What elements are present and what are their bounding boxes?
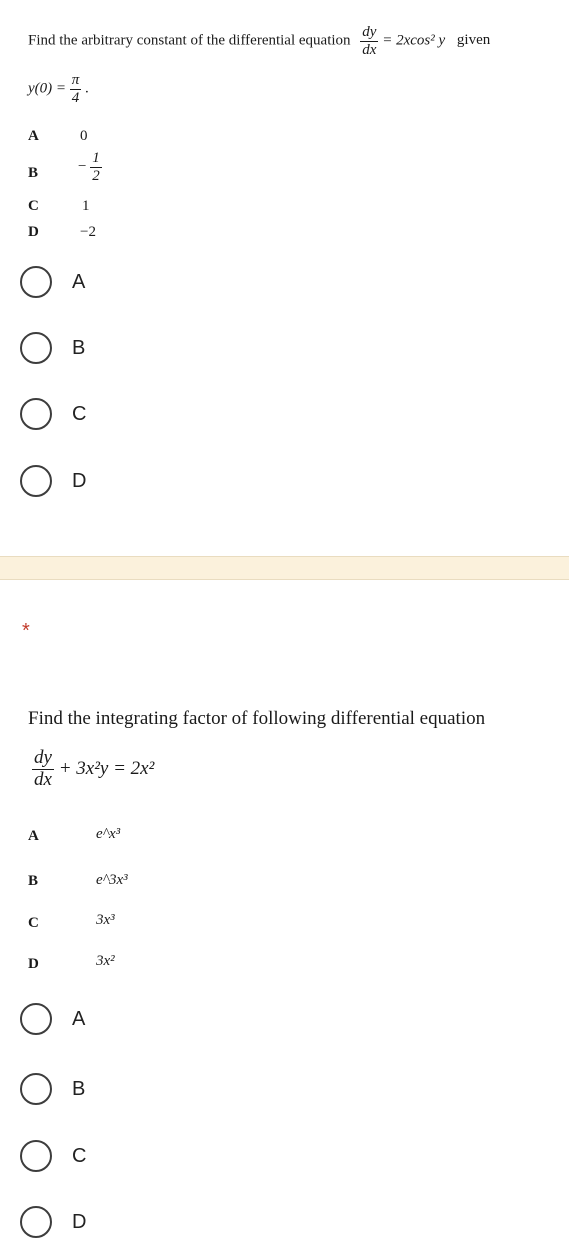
- q2-choice-a[interactable]: [20, 1003, 85, 1035]
- question-1-text: Find the arbitrary constant of the differential equation: [28, 32, 351, 49]
- q2-option-d-value: 3x²: [96, 953, 115, 969]
- q1-initial-condition: [28, 72, 89, 106]
- q2-choice-b[interactable]: [20, 1073, 85, 1105]
- q2-derivative-fraction: [32, 748, 54, 791]
- q2-radio-c[interactable]: [20, 1140, 52, 1172]
- q1-cond-numerator: π: [71, 72, 80, 88]
- q2-option-a-letter: A: [28, 828, 39, 844]
- q1-cond-denominator: 4: [71, 89, 80, 106]
- q1-radio-a[interactable]: [20, 266, 52, 298]
- q1-option-b-numerator: 1: [92, 150, 100, 166]
- q2-radio-d[interactable]: [20, 1206, 52, 1238]
- q2-choice-b-label: B: [72, 1077, 86, 1100]
- q2-option-d-letter: D: [28, 956, 39, 972]
- q1-choice-d[interactable]: [20, 465, 86, 497]
- q1-option-b-fraction: [90, 150, 102, 184]
- q1-option-a-letter: A: [28, 128, 39, 144]
- q1-choice-a[interactable]: [20, 266, 85, 298]
- q2-option-a-value: e^x³: [96, 826, 121, 842]
- q2-equation: [32, 748, 154, 791]
- q1-radio-d[interactable]: [20, 465, 52, 497]
- q1-choice-d-label: D: [72, 469, 87, 492]
- q2-frac-denominator: dx: [34, 768, 52, 790]
- q1-option-b-sign: −: [78, 158, 87, 175]
- q2-choice-d-label: D: [72, 1210, 87, 1233]
- q2-frac-numerator: dy: [34, 747, 52, 768]
- q1-option-d-letter: D: [28, 224, 39, 240]
- required-marker: *: [22, 620, 30, 642]
- q1-option-c-letter: C: [28, 198, 39, 214]
- q2-choice-a-label: A: [72, 1007, 86, 1030]
- q1-option-b-value: [78, 150, 102, 184]
- q1-choice-c[interactable]: [20, 398, 86, 430]
- q1-option-c-value: 1: [82, 198, 90, 214]
- q1-option-b-letter: B: [28, 165, 39, 181]
- q1-condition-fraction: [70, 72, 82, 106]
- q1-choice-a-label: A: [72, 270, 86, 293]
- q1-given-word: given: [456, 32, 491, 49]
- q2-choice-c-label: C: [72, 1144, 87, 1167]
- q1-radio-c[interactable]: [20, 398, 52, 430]
- question-1-prompt: [28, 24, 490, 58]
- q2-option-b-value: e^3x³: [96, 872, 128, 888]
- q1-derivative-fraction: [360, 24, 378, 58]
- q1-frac-numerator: dy: [362, 24, 377, 40]
- q1-equation-rhs: = 2xcos² y: [382, 32, 446, 49]
- q1-option-d-value: −2: [80, 224, 96, 240]
- q2-choice-d[interactable]: [20, 1206, 86, 1238]
- q1-condition-lhs: y(0) =: [28, 80, 67, 97]
- q1-choice-b-label: B: [72, 336, 86, 359]
- q1-condition-tail: .: [85, 80, 89, 97]
- q1-choice-c-label: C: [72, 402, 87, 425]
- q2-equation-rhs: + 3x²y = 2x²: [58, 757, 155, 779]
- q1-choice-b[interactable]: [20, 332, 85, 364]
- q1-frac-denominator: dx: [362, 41, 377, 58]
- q1-radio-b[interactable]: [20, 332, 52, 364]
- q1-option-b-denominator: 2: [92, 167, 100, 184]
- question-2-text: Find the integrating factor of following differential equation: [28, 708, 486, 729]
- q2-choice-c[interactable]: [20, 1140, 86, 1172]
- q2-radio-b[interactable]: [20, 1073, 52, 1105]
- q2-option-c-value: 3x³: [96, 912, 115, 928]
- q2-radio-a[interactable]: [20, 1003, 52, 1035]
- q2-option-c-letter: C: [28, 915, 39, 931]
- q2-option-b-letter: B: [28, 873, 39, 889]
- q1-option-a-value: 0: [80, 128, 88, 144]
- section-divider: [0, 556, 569, 580]
